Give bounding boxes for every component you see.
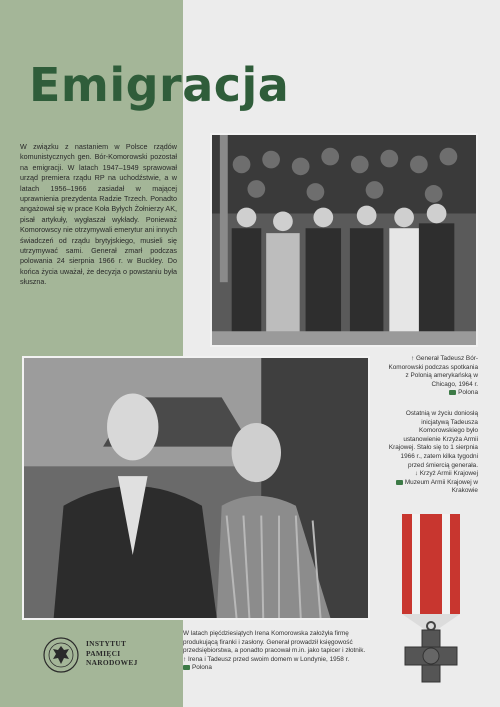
camera-icon xyxy=(449,390,456,395)
caption-text: Generał Tadeusz Bór-Komorowski podczas spotkania z Polonią amerykańską w Chicago, 1964 r. xyxy=(388,355,478,388)
camera-icon xyxy=(396,480,403,485)
page-title: Emigracja xyxy=(29,58,290,112)
caption-source: Muzeum Armii Krajowej w Krakowie xyxy=(404,478,478,495)
photo-irena-tadeusz xyxy=(22,356,370,620)
caption-text: W latach pięćdziesiątych Irena Komorowska założyła firmę produkującą firanki i zasłony. Generał prowadził księgowość przedsiębiorstwa, a ponadto pracował m.in. jako tapicer i złotnik. xyxy=(183,630,366,655)
arrow-down-icon: ↓ xyxy=(414,470,418,478)
caption-medal xyxy=(384,410,478,496)
caption-source: Polona xyxy=(458,389,478,397)
photo-chicago-meeting xyxy=(210,133,478,347)
caption-item: Krzyż Armii Krajowej xyxy=(419,470,478,478)
eagle-seal-icon xyxy=(42,636,80,674)
arrow-up-icon: ↑ xyxy=(410,355,415,362)
caption-detail: Irena i Tadeusz przed swoim domem w Londynie, 1958 r. xyxy=(187,655,350,663)
ipn-logo xyxy=(42,636,162,678)
caption-photo-top xyxy=(384,355,478,398)
home-army-cross xyxy=(396,514,466,686)
institution-name: INSTYTUT PAMIĘCI NARODOWEJ xyxy=(86,639,138,668)
body-text: W związku z nastaniem w Polsce rządów komunistycznych gen. Bór-Komorowski pozostał na emigracji. W latach 1947–1949 sprawował urząd premiera rządu RP na uchodźstwie, a w latach 1956–1966 zasiadał w mającej uprawnienia prezydenta Radzie Trzech. Ponadto angażował się w prace Koła Byłych Żołnierzy AK, pisał artykuły, wygłaszał wykłady. Ponieważ Komorowscy nie otrzymywali emerytur ani innych świadczeń od rządu brytyjskiego, musieli się utrzymywać sami. Generał zmarł podczas polowania 24 sierpnia 1966 r. w Buckley. Do końca życia uważał, że decyzja o powstaniu była słuszna. xyxy=(20,142,177,287)
caption-text: Ostatnią w życiu doniosłą inicjatywą Tadeusza Komorowskiego było ustanowienie Krzyża Armii Krajowej. Stało się to 1 sierpnia 1966 r., zatem kilka tygodni przed śmiercią generała. xyxy=(388,410,478,469)
caption-source: Polona xyxy=(192,664,212,672)
camera-icon xyxy=(183,665,190,670)
arrow-up-icon: ↑ xyxy=(183,655,187,663)
caption-photo-bottom xyxy=(183,630,383,673)
